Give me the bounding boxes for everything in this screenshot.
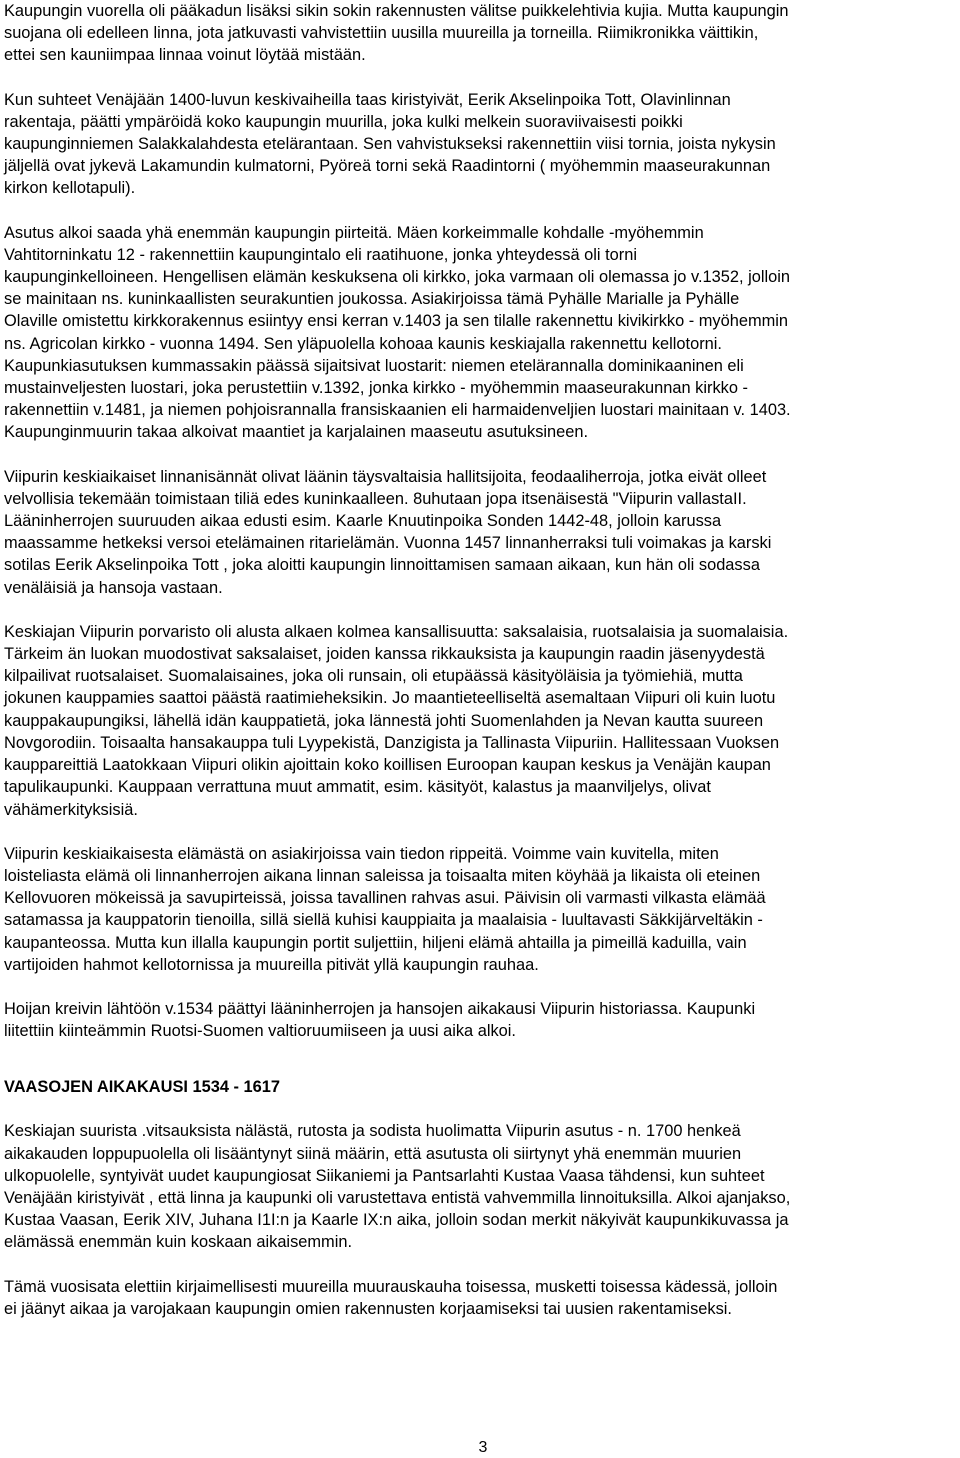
text-line: tapulikaupunki. Kauppaan verrattuna muut ammatit, esim. käsityöt, kalastus ja maanviljelys, olivat [4, 778, 711, 797]
text-line: Viipurin keskiaikaiset linnanisännät olivat läänin täysvaltaisia hallitsijoita, feodaaliherroja, jotka eivät olleet [4, 467, 767, 486]
text-line: Lääninherrojen suuruuden aikaa edusti esim. Kaarle Knuutinpoika Sonden 1442-48, jolloin karussa [4, 512, 722, 531]
text-line: kilpailivat ruotsalaiset. Suomalaisaines, joka oli runsain, oli etupäässä käsityöläisia ja työmiehiä, mutta [4, 667, 743, 686]
section-spacer [4, 1042, 960, 1064]
text-line: venäläisiä ja hansoja vastaan. [4, 578, 223, 597]
text-line: Keskiajan Viipurin porvaristo oli alusta alkaen kolmea kansallisuutta: saksalaisia, ruotsalaisia ja suomalaisia. [4, 622, 789, 641]
text-line: rakentaja, päätti ympäröidä koko kaupungin muurilla, joka kulki melkein suoraviivaisesti poikki [4, 112, 683, 131]
text-line: Kaupunkiasutuksen kummassakin päässä sijaitsivat luostarit: niemen etelärannalla dominikaaninen eli [4, 356, 744, 375]
paragraph [4, 998, 960, 1042]
paragraph-spacer [4, 444, 960, 466]
paragraph [4, 621, 960, 821]
paragraph-spacer [4, 976, 960, 998]
document-body-after-heading [4, 1120, 960, 1320]
text-line: Kaupungin vuorella oli pääkadun lisäksi sikin sokin rakennusten välitse puikkelehtivia kujia. Mutta kaupungin [4, 2, 789, 20]
page-number: 3 [478, 1439, 488, 1456]
text-line: ns. Agricolan kirkko - vuonna 1494. Sen yläpuolella kohoaa kaunis keskiajalla rakennettu kellotorni. [4, 334, 722, 353]
text-line: vähämerkityksisiä. [4, 800, 138, 819]
text-line: ulkopuolelle, syntyivät uudet kaupungiosat Siikaniemi ja Pantsarlahti Kustaa Vaasa tähdensi, kun suhteet [4, 1166, 765, 1185]
paragraph-spacer [4, 599, 960, 621]
paragraph-spacer [4, 821, 960, 843]
paragraph [4, 466, 960, 599]
text-line: aikakauden loppupuolella oli lisääntynyt siinä määrin, että asutusta oli siirtynyt yhä enemmän muurien [4, 1144, 742, 1163]
text-line: kirkon kellotapuli). [4, 179, 136, 198]
text-line: Olaville omistettu kirkkorakennus esiintyy ensi kerran v.1403 ja sen tilalle rakennettu kivikirkko - myöhemmin [4, 312, 789, 331]
text-line: rakennettiin v.1481, ja niemen pohjoisrannalla fransiskaanien eli harmaidenveljien luostari mainitaan v. 1403. [4, 401, 791, 420]
text-line: Novgorodiin. Toisaalta hansakauppa tuli Lyypekistä, Danzigista ja Tallinasta Viipuriin. Hallitessaan Vuoksen [4, 733, 780, 752]
text-line: Kun suhteet Venäjään 1400-luvun keskivaiheilla taas kiristyivät, Eerik Akselinpoika Tott, Olavinlinnan [4, 90, 731, 109]
paragraph-spacer [4, 1254, 960, 1276]
paragraph [4, 843, 960, 976]
text-line: Kellovuoren mökeissä ja savupirteissä, joissa tavallinen rahvas asui. Päivisin oli varmasti vilkasta elämää [4, 889, 766, 908]
text-line: Vahtitorninkatu 12 - rakennettiin kaupungintalo eli raatihuone, jonka yhteydessä oli torni [4, 245, 637, 264]
section-spacer [4, 1064, 960, 1076]
text-line: mustainveljesten luostari, joka perustettiin v.1392, jonka kirkko - myöhemmin maaseurakunnan kirkko - [4, 379, 748, 398]
section-spacer [4, 1098, 960, 1120]
text-line: elämässä enemmän kuin koskaan aikaisemmin. [4, 1233, 353, 1252]
text-line: maassamme hetkeksi versoi etelämainen ritarielämän. Vuonna 1457 linnanherraksi tuli voimakas ja karski [4, 534, 772, 553]
text-line: jäljellä ovat jykevä Lakamundin kulmatorni, Pyöreä torni sekä Raadintorni ( myöhemmin maaseurakunnan [4, 157, 771, 176]
text-line: se mainitaan ns. kuninkaallisten seurakuntien joukossa. Asiakirjoissa tämä Pyhälle Marialle ja Pyhälle [4, 290, 740, 309]
text-line: Viipurin keskiaikaisesta elämästä on asiakirjoissa vain tiedon rippeitä. Voimme vain kuvitella, miten [4, 844, 719, 863]
text-line: Venäjään kiristyivät , että linna ja kaupunki oli varustettava entistä vahvemmilla linnoituksilla. Alkoi ajanjakso, [4, 1188, 791, 1207]
paragraph [4, 1276, 960, 1320]
section-heading: VAASOJEN AIKAKAUSI 1534 - 1617 [4, 1078, 281, 1097]
text-line: kauppakaupungiksi, lähellä idän kauppatietä, joka lännestä johti Suomenlahden ja Nevan kautta suureen [4, 711, 764, 730]
paragraph [4, 222, 960, 444]
text-line: Kaupunginmuurin takaa alkoivat maantiet ja karjalainen maaseutu asutuksineen. [4, 423, 589, 442]
text-line: velvollisia tekemään toimistaan tiliä edes kuninkaalleen. 8uhutaan jopa itsenäisestä "Viipurin vallastaII. [4, 489, 747, 508]
text-line: kauppareittiä Laatokkaan Viipuri olikin ajoittain koko koillisen Euroopan kaupan keskus ja Venäjän kaupan [4, 756, 771, 775]
text-line: kaupanteossa. Mutta kun illalla kaupungin portit suljettiin, hiljeni elämä ahtailla ja pimeillä kaduilla, vain [4, 933, 747, 952]
text-line: Keskiajan suurista .vitsauksista nälästä, rutosta ja sodista huolimatta Viipurin asutus - n. 1700 henkeä [4, 1122, 741, 1141]
text-line: ei jäänyt aikaa ja varojakaan kaupungin omien rakennusten korjaamiseksi tai uusien rakentamiseksi. [4, 1299, 732, 1318]
paragraph [4, 89, 960, 200]
text-line: loisteliasta elämä oli linnanherrojen aikana linnan saleissa ja toisaalta miten köyhää ja likaista oli eteinen [4, 866, 761, 885]
text-line: Tärkeim än luokan muodostivat saksalaiset, joiden kanssa rikkauksista ja kaupungin raadin jäsenyydestä [4, 645, 765, 664]
text-line: suojana oli edelleen linna, jota jatkuvasti vahvistettiin uusilla muureilla ja torneilla. Riimikronikka väittikin, [4, 24, 759, 43]
document-page [4, 0, 960, 1320]
text-line: kaupunginniemen Salakkalahdesta etelärantaan. Sen vahvistukseksi rakennettiin viisi tornia, joista nykysin [4, 135, 776, 154]
text-line: jokunen kauppamies saattoi päästä raatimieheksikin. Jo maantieteelliseltä asemaltaan Viipuri oli kuin luotu [4, 689, 776, 708]
text-line: Asutus alkoi saada yhä enemmän kaupungin piirteitä. Mäen korkeimmalle kohdalle -myöhemmin [4, 223, 704, 242]
document-body [4, 0, 960, 1042]
text-line: vartijoiden hahmot kellotornissa ja muureilla pitivät yllä kaupungin rauhaa. [4, 955, 539, 974]
text-line: liitettiin kiinteämmin Ruotsi-Suomen valtioruumiiseen ja uusi aika alkoi. [4, 1022, 516, 1041]
text-line: Kustaa Vaasan, Eerik XIV, Juhana I1I:n ja Kaarle IX:n aika, jolloin sodan merkit näkyivät kaupunkikuvassa ja [4, 1211, 789, 1230]
text-line: sotilas Eerik Akselinpoika Tott , joka aloitti kaupungin linnoittamisen samaan aikaan, kun hän oli sodassa [4, 556, 760, 575]
text-line: Tämä vuosisata elettiin kirjaimellisesti muureilla muurauskauha toisessa, musketti toisessa kädessä, jolloin [4, 1277, 778, 1296]
text-line: Hoijan kreivin lähtöön v.1534 päättyi lääninherrojen ja hansojen aikakausi Viipurin historiassa. Kaupunki [4, 999, 756, 1018]
paragraph [4, 1120, 960, 1253]
paragraph-spacer [4, 67, 960, 89]
paragraph-spacer [4, 200, 960, 222]
text-line: satamassa ja kauppatorin tienoilla, sillä siellä kuhisi kauppiaita ja maalaisia - luultavasti Säkkijärveltäkin - [4, 911, 763, 930]
paragraph [4, 0, 960, 67]
text-line: kaupunginkelloineen. Hengellisen elämän keskuksena oli kirkko, joka varmaan oli olemassa jo v.1352, jolloin [4, 268, 790, 287]
text-line: ettei sen kauniimpaa linnaa voinut löytää mistään. [4, 46, 366, 65]
